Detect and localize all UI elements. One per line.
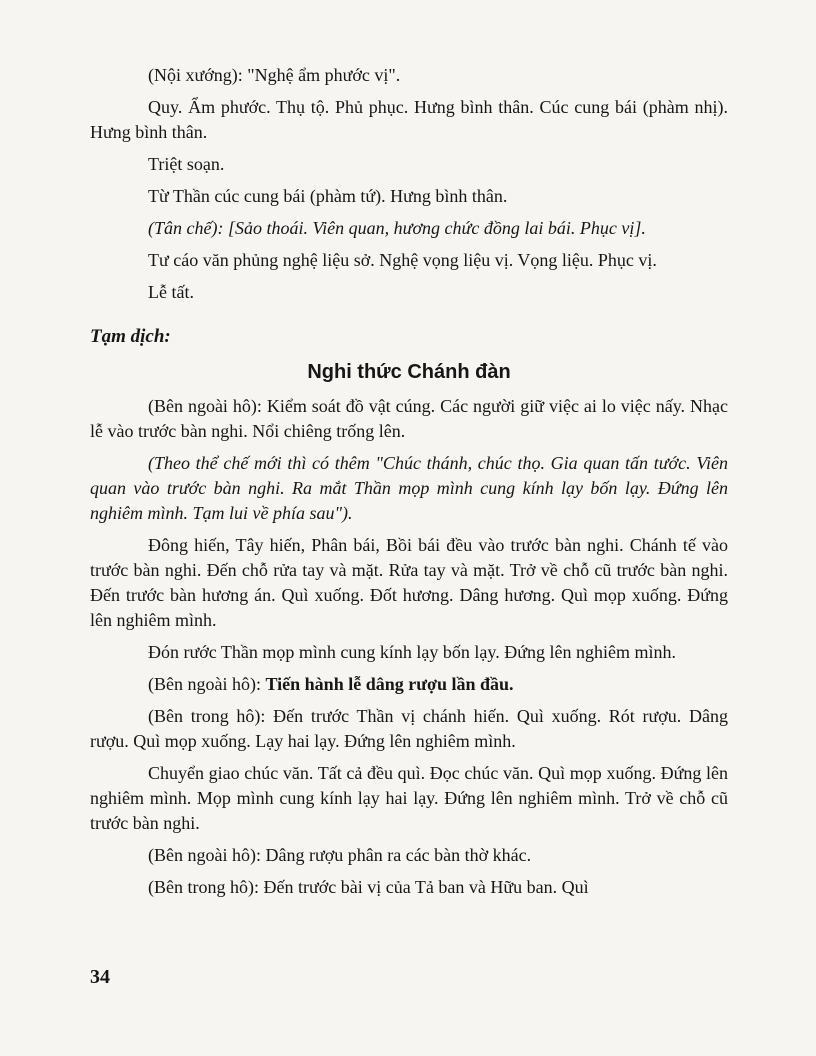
page-number: 34 [90, 966, 110, 988]
paragraph: Lễ tất. [148, 282, 194, 302]
paragraph-prefix: (Bên ngoài hô): [148, 674, 266, 694]
paragraph: Chuyển giao chúc văn. Tất cả đều quì. Đọc chúc văn. Quì mọp xuống. Đứng lên nghiêm mình. Mọp mình cung kính lạy hai lạy. Đứng lên nghiêm mình. Trở về chỗ cũ trước bàn nghi. [90, 763, 728, 833]
paragraph: Quy. Ẩm phước. Thụ tộ. Phủ phục. Hưng bình thân. Cúc cung bái (phàm nhị). Hưng bình thân. [90, 97, 728, 142]
paragraph: Từ Thần cúc cung bái (phàm tứ). Hưng bình thân. [148, 186, 508, 206]
paragraph: (Nội xướng): "Nghệ ẩm phước vị". [148, 65, 401, 85]
ceremony-title: Nghi thức Chánh đàn [307, 361, 511, 383]
paragraph: Đông hiến, Tây hiến, Phân bái, Bồi bái đều vào trước bàn nghi. Chánh tế vào trước bàn nghi. Đến chỗ rửa tay và mặt. Rửa tay và mặt. Trở về chỗ cũ trước bàn nghi. Đến trước bàn hương án. Quì xuống. Đốt hương. Dâng hương. Quì mọp xuống. Đứng lên nghiêm mình. [90, 535, 728, 630]
paragraph: Triệt soạn. [148, 154, 225, 174]
paragraph-italic: (Tân chế): [Sảo thoái. Viên quan, hương chức đồng lai bái. Phục vị]. [148, 218, 646, 238]
paragraph: (Bên trong hô): Đến trước bài vị của Tả ban và Hữu ban. Quì [148, 877, 589, 897]
paragraph-with-emphasis [90, 672, 728, 697]
paragraph-italic: (Theo thể chế mới thì có thêm "Chúc thánh, chúc thọ. Gia quan tấn tước. Viên quan vào trước bàn nghi. Ra mắt Thần mọp mình cung kính lạy bốn lạy. Đứng lên nghiêm mình. Tạm lui về phía sau"). [90, 453, 728, 523]
paragraph: (Bên trong hô): Đến trước Thần vị chánh hiến. Quì xuống. Rót rượu. Dâng rượu. Quì mọp xuống. Lạy hai lạy. Đứng lên nghiêm mình. [90, 706, 728, 751]
emphasis-text: Tiến hành lễ dâng rượu lần đầu. [265, 674, 514, 694]
paragraph: (Bên ngoài hô): Kiểm soát đồ vật cúng. Các người giữ việc ai lo việc nấy. Nhạc lễ vào trước bàn nghi. Nổi chiêng trống lên. [90, 396, 728, 441]
paragraph: Đón rước Thần mọp mình cung kính lạy bốn lạy. Đứng lên nghiêm mình. [148, 642, 676, 662]
paragraph: Tư cáo văn phủng nghệ liệu sở. Nghệ vọng liệu vị. Vọng liệu. Phục vị. [148, 250, 657, 270]
section-heading: Tạm dịch: [90, 326, 171, 347]
paragraph: (Bên ngoài hô): Dâng rượu phân ra các bàn thờ khác. [148, 845, 532, 865]
